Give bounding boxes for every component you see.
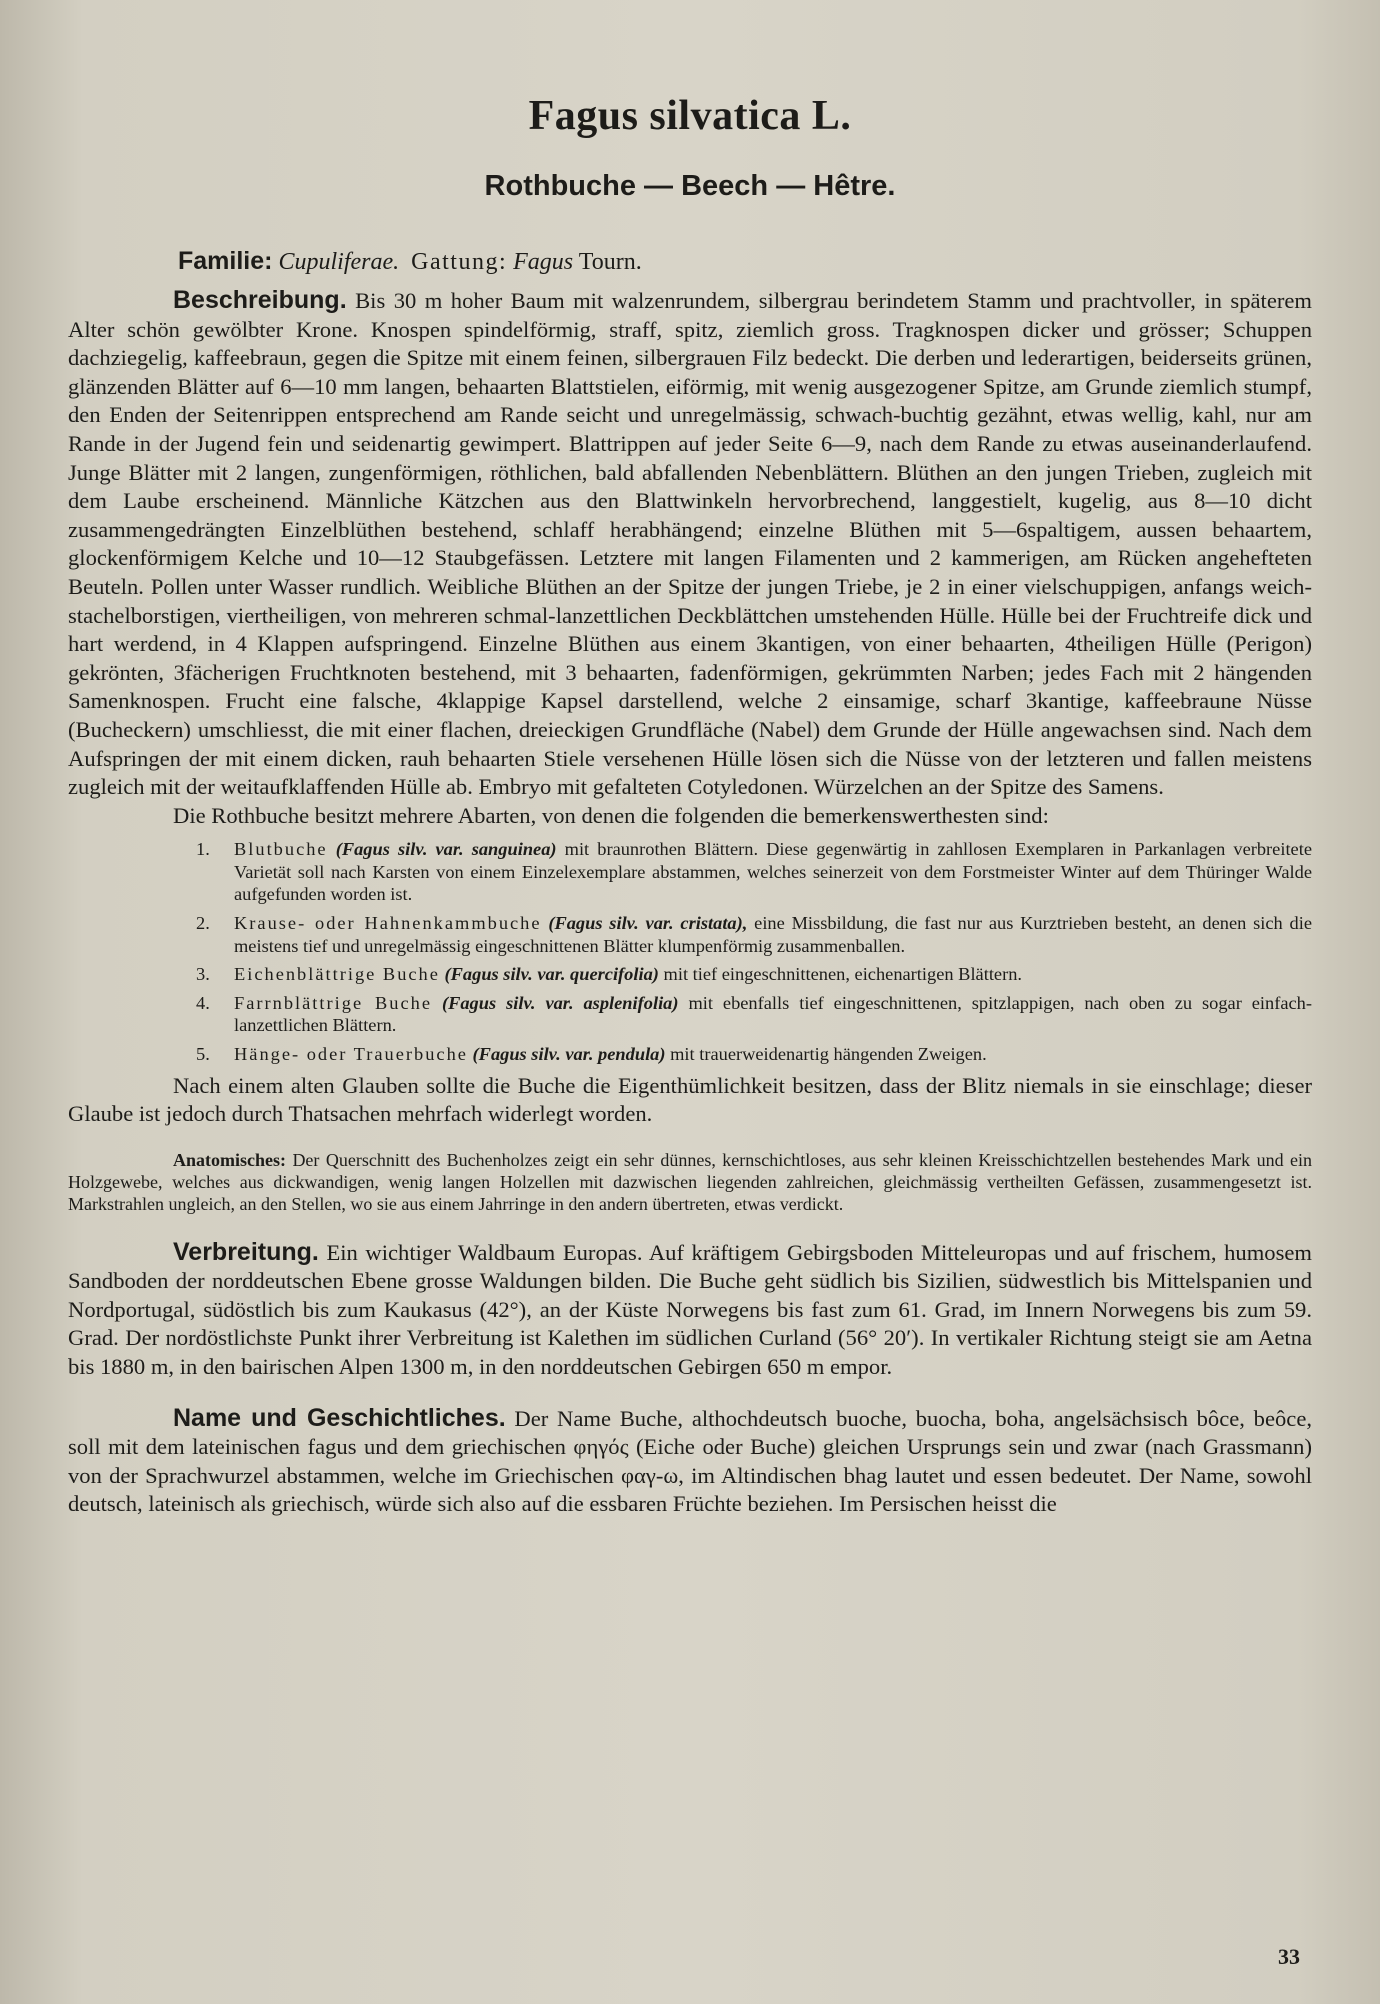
verbreitung-text: Ein wichtiger Waldbaum Europas. Auf kräftigem Gebirgsboden Mitteleuropas und auf frischem, humosem Sandboden der norddeutschen Ebene grosse Waldungen bilden. Die Buche geht südlich bis Sizilien, südwestlich bis Mittelspanien und Nordportugal, südöstlich bis zum Kaukasus (42°), an der Küste Norwegens bis fast zum 61. Grad, im Innern Norwegens bis zum 59. Grad. Der nordöstlichste Punkt ihrer Verbreitung ist Kalethen im südlichen Curland (56° 20′). In vertikaler Richtung steigt sie am Aetna bis 1880 m, in den bairischen Alpen 1300 m, in den norddeutschen Gebirgen 650 m empor. xyxy=(68,1239,1312,1380)
variety-latin: (Fagus silv. var. quercifolia) xyxy=(444,964,659,985)
family-line xyxy=(178,247,1312,276)
page-subtitle: Rothbuche — Beech — Hêtre. xyxy=(484,170,896,202)
list-item xyxy=(196,992,1312,1037)
list-number: 5. xyxy=(196,1044,210,1065)
verbreitung-heading: Verbreitung. xyxy=(173,1237,319,1266)
anatomisches-heading: Anatomisches: xyxy=(173,1149,286,1170)
list-number: 1. xyxy=(196,839,210,860)
variety-text: eine Missbildung, die fast nur aus Kurztrieben besteht, an denen sich die meistens tief und unregelmässig eingeschnittenen Blätter klumpenförmig zusammenballen. xyxy=(234,913,1312,956)
list-number: 4. xyxy=(196,992,210,1013)
genus-name: Fagus xyxy=(513,249,574,275)
list-item xyxy=(196,1043,1312,1066)
variety-latin: (Fagus silv. var. asplenifolia) xyxy=(441,992,679,1013)
variety-name: Hänge- oder Trauerbuche xyxy=(234,1044,468,1065)
list-number: 2. xyxy=(196,913,210,934)
varieties-list xyxy=(68,838,1312,1065)
variety-text: mit tief eingeschnittenen, eichenartigen Blättern. xyxy=(663,964,1023,985)
beschreibung-heading: Beschreibung. xyxy=(173,286,347,314)
abarten-intro: Die Rothbuche besitzt mehrere Abarten, von denen die folgenden die bemerkenswerthesten sind: xyxy=(173,802,1049,828)
anatomisches-paragraph xyxy=(68,1149,1312,1216)
name-heading: Name und Geschichtliches. xyxy=(173,1403,506,1432)
variety-latin: (Fagus silv. var. pendula) xyxy=(472,1044,666,1065)
variety-text: mit ebenfalls tief eingeschnittenen, spitzlappigen, nach oben zu sogar einfach-lanzettlichen Blättern. xyxy=(234,992,1312,1036)
gattung-label: Gattung: xyxy=(411,249,508,275)
family-name: Cupuliferae. xyxy=(278,249,400,275)
familie-label: Familie: xyxy=(178,247,273,275)
name-text: Der Name Buche, althochdeutsch buoche, buocha, boha, angelsächsisch bôce, beôce, soll mit dem lateinischen fagus und dem griechischen φηγός (Eiche oder Buche) gleichen Ursprungs sein und zwar (nach Grassmann) von der Sprachwurzel abstammen, welche im Griechischen φαγ-ω, im Altindischen bhag lautet und essen bedeutet. Der Name, sowohl deutsch, lateinisch als griechisch, würde sich also auf die essbaren Früchte beziehen. Im Persischen heisst die xyxy=(68,1405,1312,1517)
list-item xyxy=(196,912,1312,957)
name-paragraph xyxy=(68,1404,1312,1519)
variety-name: Eichenblättrige Buche xyxy=(234,964,440,985)
section-gap xyxy=(68,1382,1312,1404)
beschreibung-text: Bis 30 m hoher Baum mit walzenrundem, silbergrau berindetem Stamm und prachtvoller, in späterem Alter schön gewölbter Krone. Knospen spindelförmig, straff, spitz, ziemlich gross. Tragknospen dicker und grösser; Schuppen dachziegelig, kaffeebraun, gegen die Spitze mit einem feinen, silbergrauen Filz bedeckt. Die derben und lederartigen, beiderseits grünen, glänzenden Blätter auf 6—10 mm langen, behaarten Blattstielen, eiförmig, mit wenig ausgezogener Spitze, am Grunde ziemlich stumpf, den Enden der Seitenrippen entsprechend am Rande seicht und unregelmässig, schwach-buchtig gezähnt, etwas wellig, kahl, nur am Rande in der Jugend fein und seidenartig gewimpert. Blattrippen auf jeder Seite 6—9, nach dem Rande zu etwas auseinanderlaufend. Junge Blätter mit 2 langen, zungenförmigen, röthlichen, bald abfallenden Nebenblättern. Blüthen an den jungen Trieben, zugleich mit dem Laube erscheinend. Männliche Kätzchen aus den Blattwinkeln hervorbrechend, langgestielt, kugelig, aus 8—10 dicht zusammengedrängten Einzelblüthen bestehend, schlaff herabhängend; einzelne Blüthen mit 5—6spaltigem, aussen behaartem, glockenförmigem Kelche und 10—12 Staubgefässen. Letztere mit langen Filamenten und 2 kammerigen, am Rücken angehefteten Beuteln. Pollen unter Wasser rundlich. Weibliche Blüthen an der Spitze der jungen Triebe, je 2 in einer vielschuppigen, anfangs weich-stachelborstigen, viertheiligen, von mehreren schmal-lanzettlichen Deckblättchen umstehenden Hülle. Hülle bei der Fruchtreife dick und hart werdend, in 4 Klappen aufspringend. Einzelne Blüthen aus einem 3kantigen, von einer behaarten, 4theiligen Hülle (Perigon) gekrönten, 3fächerigen Fruchtknoten bestehend, mit 3 behaarten, fadenförmigen, gekrümmten Narben; jedes Fach mit 2 hängenden Samenknospen. Frucht eine falsche, 4klappige Kapsel darstellend, welche 2 einsamige, scharf 3kantige, kaffeebraune Nüsse (Bucheckern) umschliesst, die mit einer flachen, dreieckigen Grundfläche (Nabel) dem Grunde der Hülle angewachsen sind. Nach dem Aufspringen der mit einem dicken, rauh behaarten Stiele versehenen Hülle lösen sich die Nüsse von der letzteren und fallen meistens zugleich mit der weitaufklaffenden Hülle ab. Embryo mit gefalteten Cotyledonen. Würzelchen an der Spitze des Samens. xyxy=(68,288,1312,800)
variety-text: mit braunrothen Blättern. Diese gegenwärtig in zahllosen Exemplaren in Parkanlagen verbreitete Varietät soll nach Karsten von einem Einzelexemplare abstammen, welches seinerzeit von dem Forstmeister Winter auf dem Thüringer Walde aufgefunden worden ist. xyxy=(234,839,1312,905)
beschreibung-paragraph xyxy=(68,286,1312,802)
glaube-paragraph: Nach einem alten Glauben sollte die Buche die Eigenthümlichkeit besitzen, dass der Blitz niemals in sie einschlage; dieser Glaube ist jedoch durch Thatsachen mehrfach widerlegt worden. xyxy=(68,1072,1312,1127)
variety-name: Krause- oder Hahnenkammbuche xyxy=(234,913,542,934)
genus-author: Tourn. xyxy=(578,249,642,275)
page-title: Fagus silvatica L. xyxy=(528,93,852,139)
list-item xyxy=(196,963,1312,986)
verbreitung-paragraph xyxy=(68,1238,1312,1382)
variety-latin: (Fagus silv. var. sanguinea) xyxy=(335,839,557,860)
page-number: 33 xyxy=(1278,1944,1300,1969)
variety-text: mit trauerweidenartig hängenden Zweigen. xyxy=(670,1044,987,1065)
variety-latin: (Fagus silv. var. cristata), xyxy=(548,913,748,934)
anatomisches-text: Der Querschnitt des Buchenholzes zeigt ein sehr dünnes, kernschichtloses, aus sehr kleinen Kreisschichtzellen bestehendes Mark und ein Holzgewebe, welches aus dickwandigen, wenig langen Holzellen mit dazwischen liegenden zahlreichen, gleichmässig vertheilten Gefässen, zusammengesetzt ist. Markstrahlen ungleich, an den Stellen, wo sie aus einem Jahrringe in den andern übertreten, etwas verdickt. xyxy=(68,1149,1313,1215)
list-number: 3. xyxy=(196,964,210,985)
variety-name: Farrnblättrige Buche xyxy=(234,992,433,1013)
variety-name: Blutbuche xyxy=(234,839,328,860)
list-item xyxy=(196,838,1312,906)
